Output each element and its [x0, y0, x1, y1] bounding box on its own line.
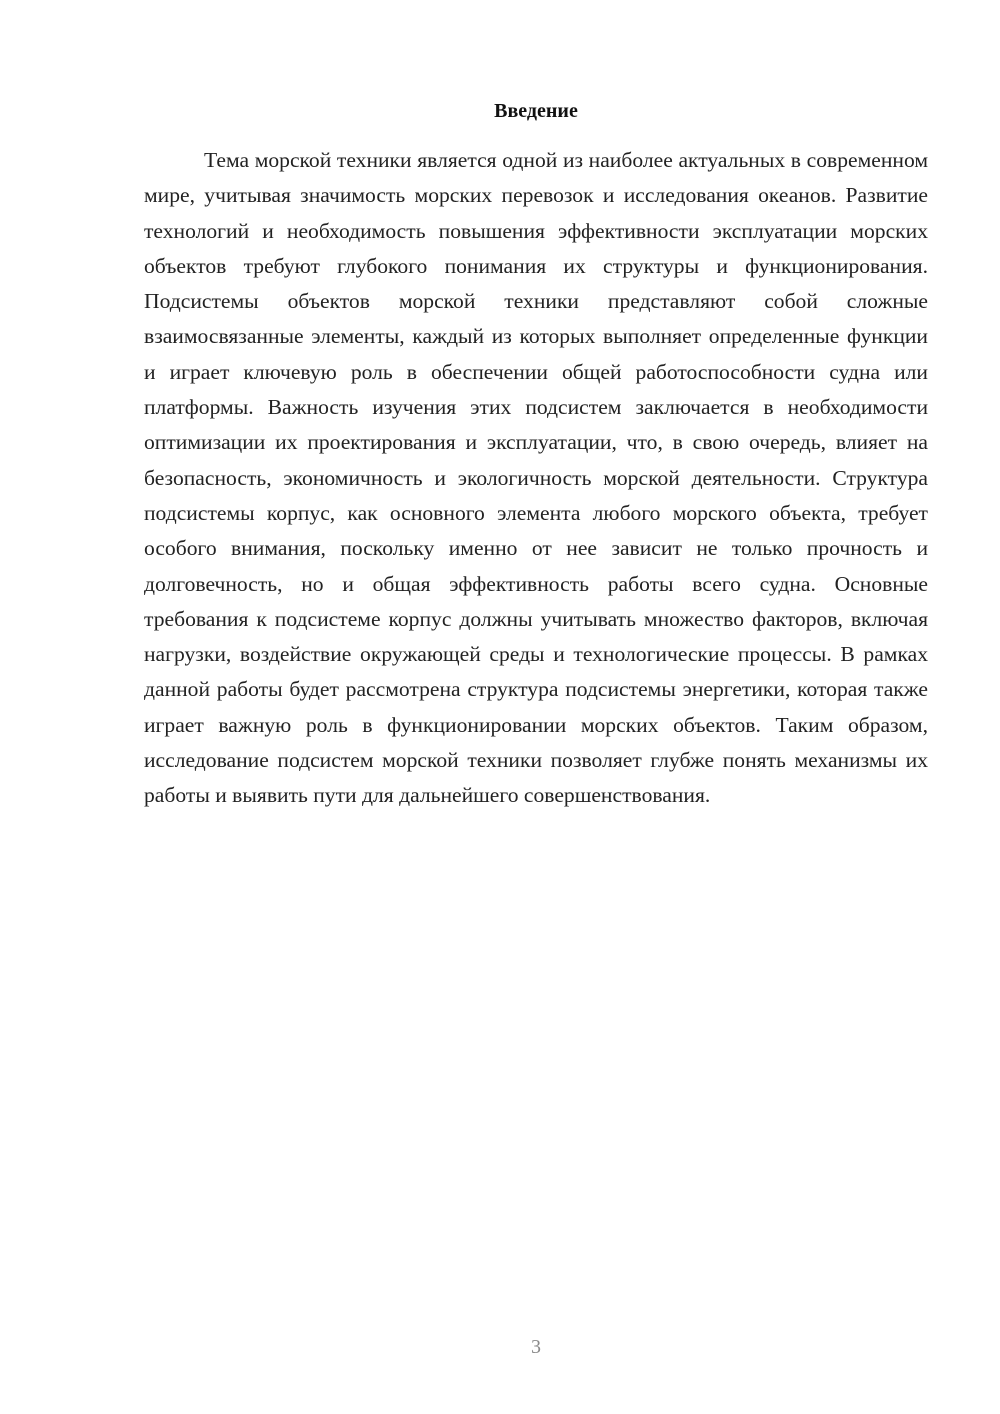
page-number: 3 — [531, 1336, 541, 1358]
introduction-paragraph: Тема морской техники является одной из наиболее актуальных в современном мире, учитывая значимость морских перевозок и исследования океанов. Развитие технологий и необходимость повышения эффективности эксплуатации морских объектов требуют глубокого понимания их структуры и функционирования. Подсистемы объектов морской техники представляют собой сложные взаимосвязанные элементы, каждый из которых выполняет определенные функции и играет ключевую роль в обеспечении общей работоспособности судна или платформы. Важность изучения этих подсистем заключается в необходимости оптимизации их проектирования и эксплуатации, что, в свою очередь, влияет на безопасность, экономичность и экологичность морской деятельности. Структура подсистемы корпус, как основного элемента любого морского объекта, требует особого внимания, поскольку именно от нее зависит не только прочность и долговечность, но и общая эффективность работы всего судна. Основные требования к подсистеме корпус должны учитывать множество факторов, включая нагрузки, воздействие окружающей среды и технологические процессы. В рамках данной работы будет рассмотрена структура подсистемы энергетики, которая также играет важную роль в функционировании морских объектов. Таким образом, исследование подсистем морской техники позволяет глубже понять механизмы их работы и выявить пути для дальнейшего совершенствования. — [144, 148, 928, 808]
section-heading: Введение — [494, 100, 578, 122]
